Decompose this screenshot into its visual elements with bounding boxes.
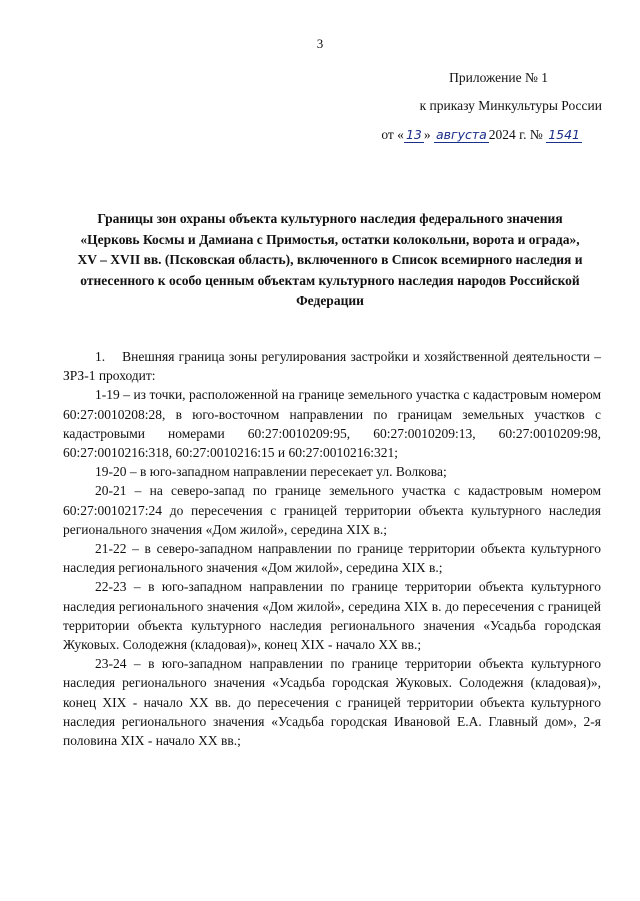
handwritten-month: августа [435,127,487,142]
document-body [63,347,601,750]
appendix-date-number [381,127,582,143]
appendix-label: Приложение № 1 [449,70,548,85]
document-title: Границы зон охраны объекта культурного наследия федерального значения «Церковь Космы и Дамиана с Примостья, остатки колокольни, ворота и ограда», XV – XVII вв. (Псковская область), включенного в Список всемирного наследия и отнесенного к особо ценным объектам культурного наследия народов Российской Федерации [77,211,583,308]
paragraph-2: 1-19 – из точки, расположенной на границе земельного участка с кадастровым номером 60:27:0010208:28, в юго-восточном направлении по границам земельных участков с кадастровыми номерами 60:27:0010209:95, 60:27:0010209:13, 60:27:0010209:98, 60:27:0010216:318, 60:27:0010216:15 и 60:27:0010216:321; [63,387,601,461]
paragraph-7: 23-24 – в юго-западном направлении по границе территории объекта культурного наследия регионального значения «Усадьба городская Жуковых. Солодежня (кладовая)», конец XIX - начало XX вв. до пересечения с границей территории объекта культурного наследия регионального значения «Усадьба городская Ивановой Е.А. Главный дом», 2-я половина XIX - начало XX вв.; [63,656,601,749]
page-number: 3 [316,36,324,51]
date-prefix: от « [381,127,404,142]
year-text: 2024 г. № [488,127,543,142]
handwritten-order-number: 1541 [548,127,580,142]
paragraph-3: 19-20 – в юго-западном направлении пересекает ул. Волкова; [95,464,447,480]
paragraph-6: 22-23 – в юго-западном направлении по границе территории объекта культурного наследия регионального значения «Дом жилой», середина XIX в. до пересечения с границей территории объекта культурного наследия регионального значения «Усадьба городская Жуковых. Солодежня (кладовая)», конец XIX - начало XX вв.; [63,579,601,653]
paragraph-1: 1. Внешняя граница зоны регулирования застройки и хозяйственной деятельности – ЗРЗ-1 проходит: [63,349,601,384]
paragraph-4: 20-21 – на северо-запад по границе земельного участка с кадастровым номером 60:27:0010217:24 до пересечения с границей территории объекта культурного наследия регионального значения «Дом жилой», середина XIX в.; [63,483,601,537]
date-quote-close: » [423,127,431,142]
paragraph-5: 21-22 – в северо-западном направлении по границе территории объекта культурного наследия регионального значения «Дом жилой», середина XIX в.; [63,541,601,576]
appendix-order-ref: к приказу Минкультуры России [419,98,602,113]
handwritten-day: 13 [405,127,422,142]
